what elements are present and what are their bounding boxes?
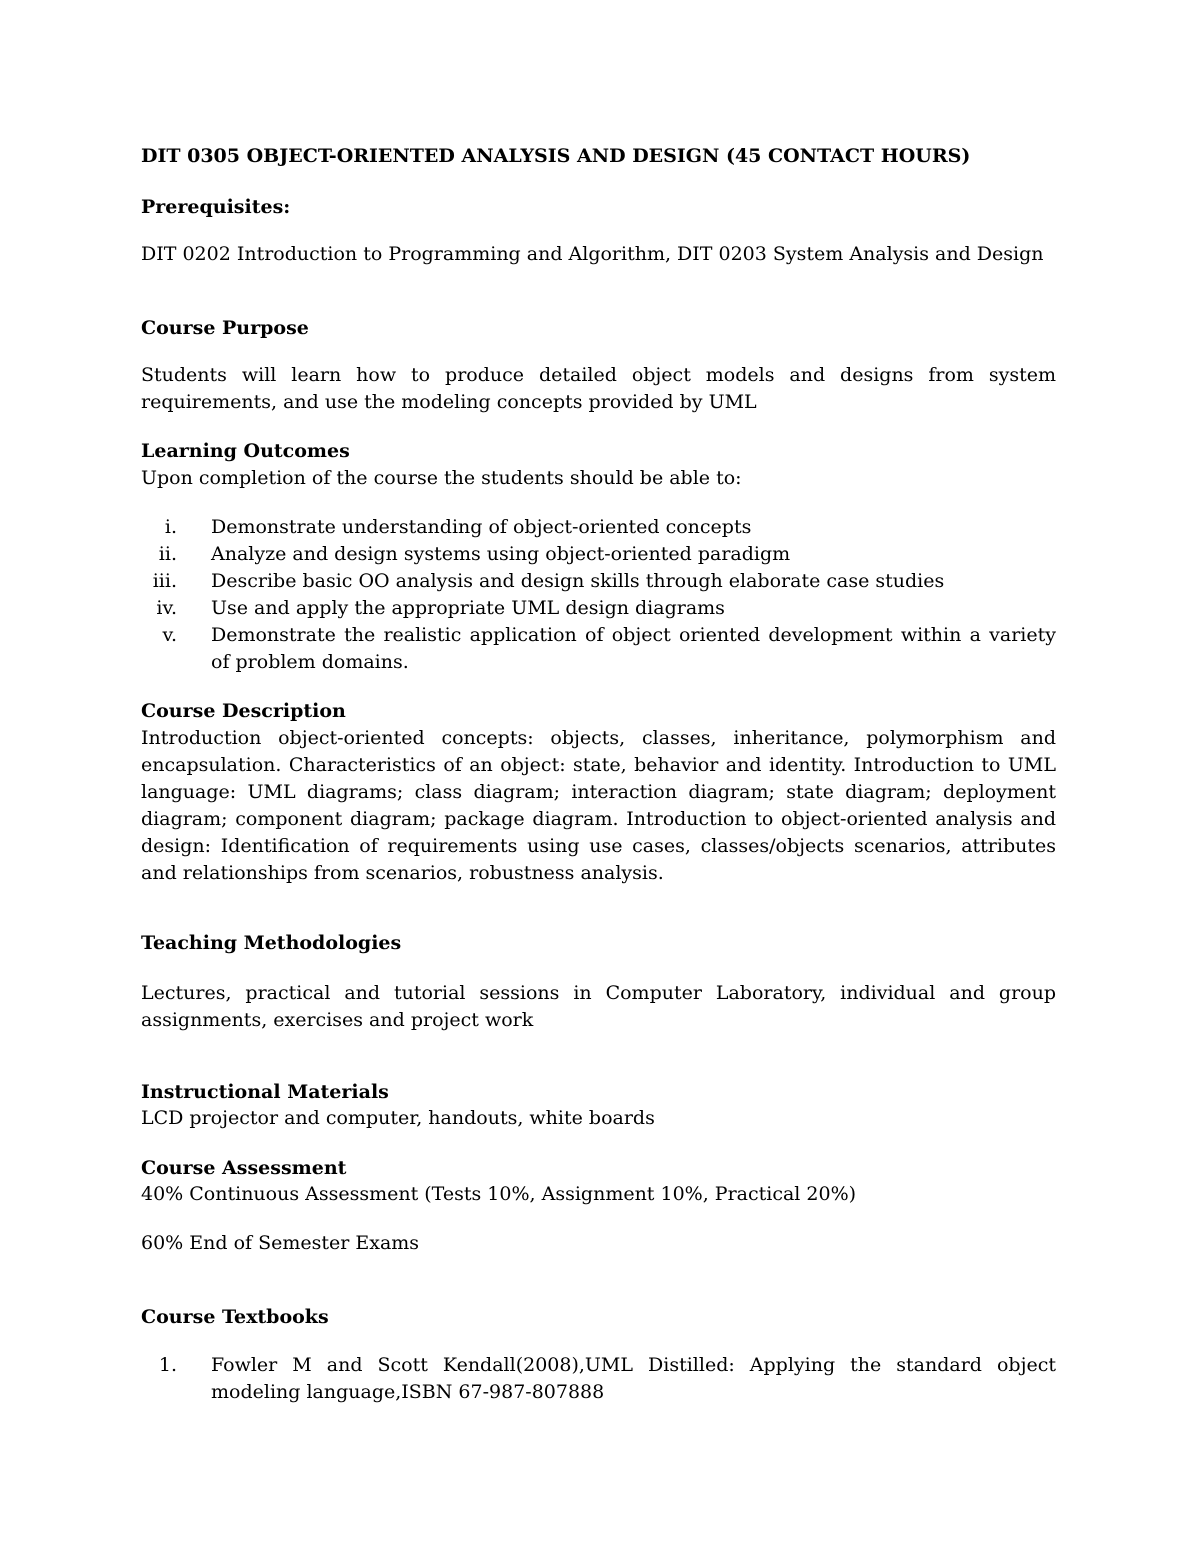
- prerequisites-text: DIT 0202 Introduction to Programming and Algorithm, DIT 0203 System Analysis and Design: [141, 243, 1044, 265]
- course-purpose-text: [141, 362, 1056, 416]
- list-item-number: iv.: [156, 597, 177, 619]
- course-textbooks-list: [141, 1352, 1056, 1406]
- course-purpose-heading: Course Purpose: [141, 317, 309, 339]
- course-purpose-line-1: Students will learn how to produce detailed object models and designs from system: [141, 364, 1056, 386]
- teaching-methodologies-heading: Teaching Methodologies: [141, 932, 402, 954]
- list-item-number: 1.: [158, 1354, 177, 1376]
- list-item-text: Analyze and design systems using object-oriented paradigm: [211, 543, 791, 565]
- course-assessment-exams: 60% End of Semester Exams: [141, 1232, 420, 1254]
- learning-outcomes-intro: Upon completion of the course the students should be able to:: [141, 467, 742, 489]
- list-item-number: iii.: [152, 570, 177, 592]
- course-title: DIT 0305 OBJECT-ORIENTED ANALYSIS AND DESIGN (45 CONTACT HOURS): [141, 145, 971, 167]
- course-purpose-line-2: requirements, and use the modeling concepts provided by UML: [141, 391, 757, 413]
- instructional-materials-heading: Instructional Materials: [141, 1081, 389, 1103]
- learning-outcomes-heading: Learning Outcomes: [141, 440, 350, 462]
- list-item-text: Use and apply the appropriate UML design diagrams: [211, 597, 725, 619]
- course-textbooks-heading: Course Textbooks: [141, 1306, 329, 1328]
- prerequisites-heading: Prerequisites:: [141, 196, 291, 218]
- list-item-number: ii.: [158, 543, 177, 565]
- teaching-methodologies-text: Lectures, practical and tutorial sessions in Computer Laboratory, individual and group assignments, exercises and project work: [141, 982, 1056, 1031]
- list-item-text: Fowler M and Scott Kendall(2008),UML Distilled: Applying the standard object modeling language,ISBN 67-987-807888: [211, 1354, 1056, 1403]
- course-description-text: Introduction object-oriented concepts: objects, classes, inheritance, polymorphism and encapsulation. Characteristics of an object: state, behavior and identity. Introduction to UML language: UML diagrams; class diagram; interaction diagram; state diagram; deployment diagram; component diagram; package diagram. Introduction to object-oriented analysis and design: Identification of requirements using use cases, classes/objects scenarios, attributes and relationships from scenarios, robustness analysis.: [141, 727, 1056, 884]
- instructional-materials-text: LCD projector and computer, handouts, white boards: [141, 1107, 655, 1129]
- list-item: [141, 541, 1056, 568]
- list-item: [141, 622, 1056, 676]
- course-assessment-heading: Course Assessment: [141, 1157, 347, 1179]
- list-item-text: Demonstrate the realistic application of object oriented development within a variety of problem domains.: [211, 624, 1056, 673]
- list-item: [141, 568, 1056, 595]
- course-description-heading: Course Description: [141, 700, 346, 722]
- list-item: [141, 595, 1056, 622]
- list-item: [141, 1352, 1056, 1406]
- learning-outcomes-list: [141, 514, 1056, 676]
- list-item-number: i.: [164, 516, 177, 538]
- list-item-text: Describe basic OO analysis and design skills through elaborate case studies: [211, 570, 945, 592]
- course-assessment-continuous: 40% Continuous Assessment (Tests 10%, Assignment 10%, Practical 20%): [141, 1183, 857, 1205]
- list-item-text: Demonstrate understanding of object-oriented concepts: [211, 516, 752, 538]
- list-item: [141, 514, 1056, 541]
- list-item-number: v.: [162, 624, 177, 646]
